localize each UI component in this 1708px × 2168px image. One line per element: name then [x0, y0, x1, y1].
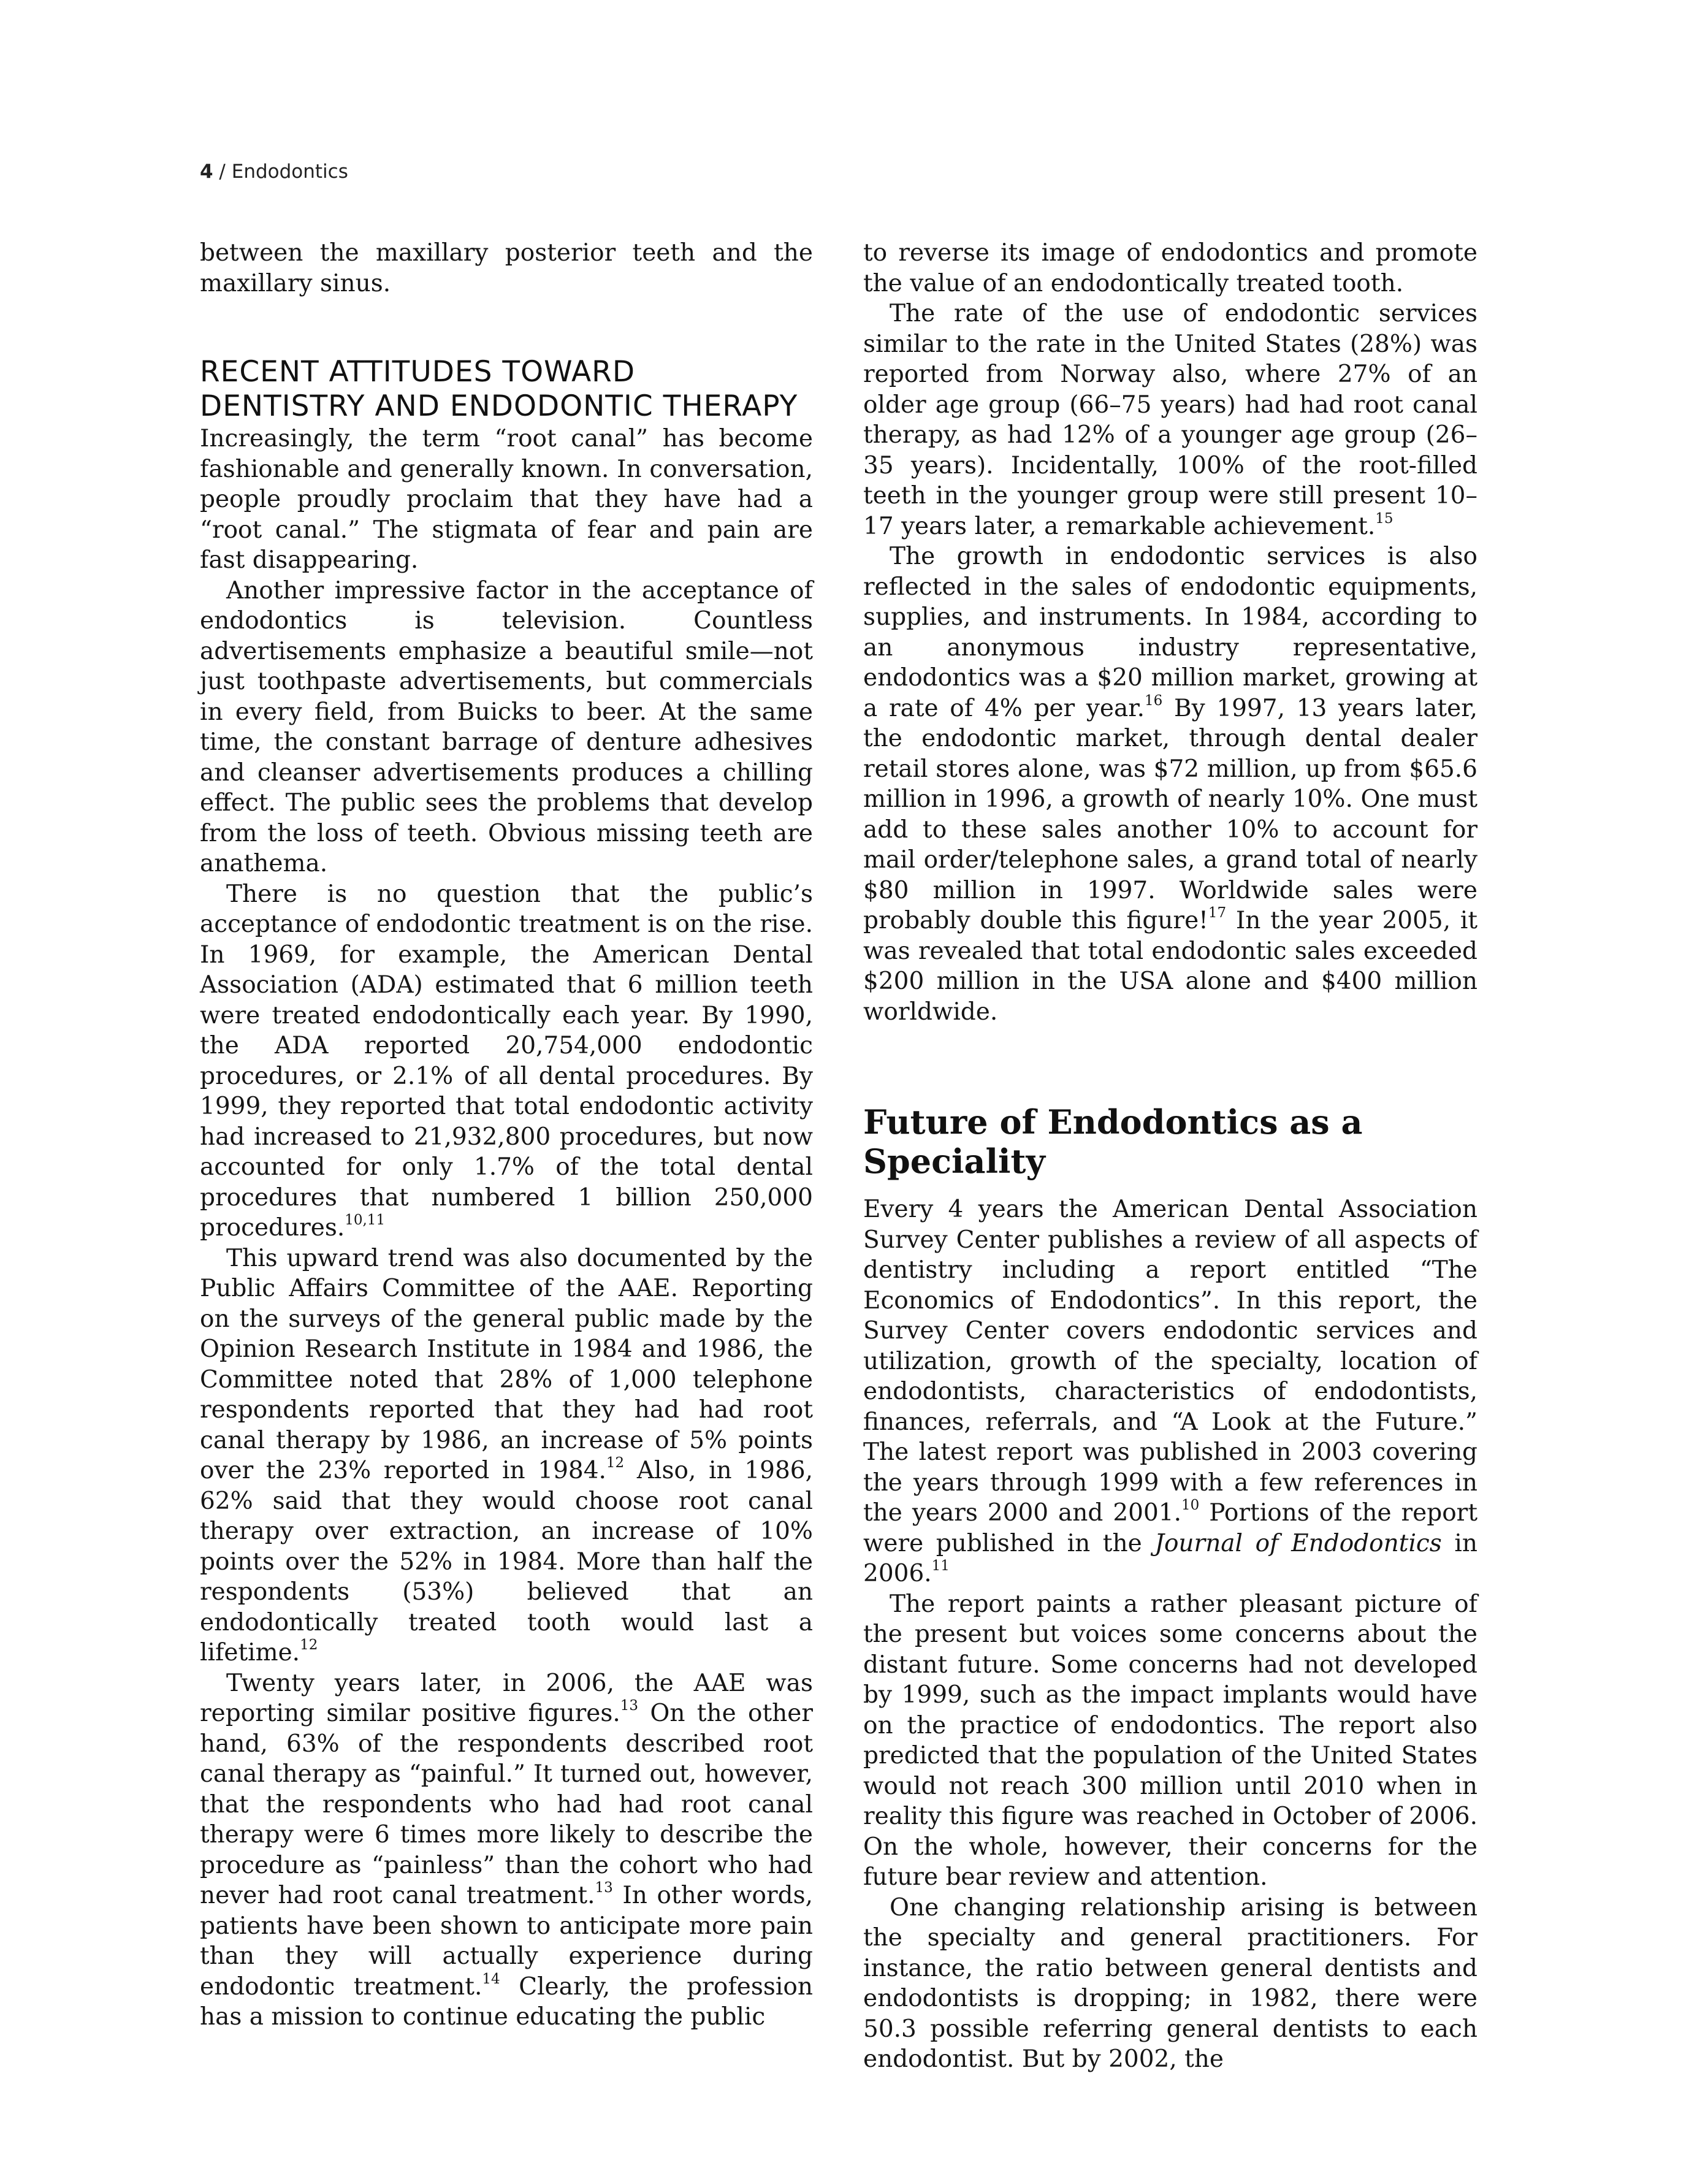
right-column — [863, 238, 1477, 2075]
header-separator: / — [213, 161, 232, 183]
paragraph-text: In the year 2005, it was revealed that total endodontic sales exceeded $200 million in the USA alone and $400 million worldwide. — [863, 907, 1477, 1026]
journal-title: Journal of Endodontics — [1154, 1529, 1442, 1557]
paragraph-text: In other words, patients have been shown to anticipate more pain than they will actually experience during endodontic treatment. — [200, 1882, 814, 2001]
section-heading-future-of-endodontics: Future of Endodontics as a Speciality — [863, 1102, 1363, 1181]
paragraph — [200, 1243, 813, 1668]
running-header — [200, 161, 348, 183]
paragraph: One changing relationship arising is between the specialty and general practitioners. For instance, the ratio between general dentists and endodontists is dropping; in 1982, there were 50.3 possible referring general dentists to each endodontist. But by 2002, the — [863, 1893, 1477, 2073]
paragraph-text: There is no question that the public’s acceptance of endodontic treatment is on the rise. In 1969, for example, the American Dental Association (ADA) estimated that 6 million teeth were treated endodontically each year. By 1990, the ADA reported 20,754,000 endodontic procedures, or 2.1% of all dental procedures. By 1999, they reported that total endodontic activity had increased to 21,932,800 procedures, but now accounted for only 1.7% of the total dental procedures that numbered 1 billion 250,000 procedures. — [200, 880, 813, 1242]
paragraph-text: On the other hand, 63% of the respondents described root canal therapy as “painful.” It turned out, however, that the respondents who had had root canal therapy were 6 times more likely to describe the procedure as “painless” than the cohort who had never had root canal treatment. — [200, 1700, 813, 1909]
paragraph-text: The rate of the use of endodontic services similar to the rate in the United States (28%) was reported from Norway also, where 27% of an older age group (66–75 years) had had root canal therapy, as had 12% of a younger age group (26–35 years). Incidentally, 100% of the root-filled teeth in the younger group were still present 10–17 years later, a remarkable achievement. — [863, 300, 1477, 540]
paragraph — [863, 1194, 1477, 1589]
header-section-title: Endodontics — [231, 161, 348, 183]
paragraph-text: Portions of the report were published in the — [863, 1499, 1477, 1557]
reference-superscript: 13 — [620, 1698, 639, 1714]
reference-superscript: 12 — [300, 1637, 318, 1653]
paragraph-continued: to reverse its image of endodontics and promote the value of an endodontically treated tooth. — [863, 239, 1477, 297]
reference-superscript: 10 — [1181, 1497, 1200, 1513]
reference-superscript: 16 — [1144, 692, 1163, 709]
paragraph-text: Clearly, the profession has a mission to continue educating the public — [200, 1972, 813, 2031]
paragraph-text: By 1997, 13 years later, the endodontic market, through dental dealer retail stores alone, was $72 million, up from $65.6 million in 1996, a growth of nearly 10%. One must add to these sales another 10% to account for mail order/telephone sales, a grand total of nearly $80 million in 1997. Worldwide sales were probably double this figure! — [863, 694, 1477, 934]
paragraph-text: The growth in endodontic services is also reflected in the sales of endodontic equipments, supplies, and instruments. In 1984, according to an anonymous industry representative, endodontics was a $20 million market, growing at a rate of 4% per year. — [863, 543, 1477, 722]
reference-superscript: 11 — [931, 1558, 950, 1574]
paragraph — [863, 541, 1477, 1027]
paragraph — [863, 299, 1477, 541]
paragraph — [200, 879, 813, 1243]
reference-superscript: 14 — [482, 1971, 500, 1987]
left-column — [200, 238, 813, 2033]
paragraph-text: Also, in 1986, 62% said that they would choose root canal therapy over extraction, an increase of 10% points over the 52% in 1984. More than half the respondents (53%) believed that an endodontically treated tooth would last a lifetime. — [200, 1457, 813, 1666]
paragraph-text: Twenty years later, in 2006, the AAE was reporting similar positive figures. — [200, 1669, 813, 1727]
paragraph-continued: between the maxillary posterior teeth and the maxillary sinus. — [200, 239, 813, 297]
paragraph: Increasingly, the term “root canal” has become fashionable and generally known. In conversation, people proudly proclaim that they have had a “root canal.” The stigmata of fear and pain are fast disappearing. — [200, 425, 813, 574]
paragraph-text: in 2006. — [863, 1529, 1478, 1587]
reference-superscript: 13 — [595, 1880, 613, 1896]
paragraph-text: This upward trend was also documented by the Public Affairs Committee of the AAE. Reporting on the surveys of the general public made by the Opinion Research Institute in 1984 and 1986, the Committee noted that 28% of 1,000 telephone respondents reported that they had had root canal therapy by 1986, an increase of 5% points over the 23% reported in 1984. — [200, 1244, 813, 1484]
reference-superscript: 15 — [1375, 510, 1393, 527]
paragraph: The report paints a rather pleasant picture of the present but voices some concerns about the distant future. Some concerns had not developed by 1999, such as the impact implants would have on the practice of endodontics. The report also predicted that the population of the United States would not reach 300 million until 2010 when in reality this figure was reached in October of 2006. On the whole, however, their concerns for the future bear review and attention. — [863, 1590, 1477, 1891]
section-heading-recent-attitudes — [200, 355, 813, 424]
reference-superscript: 17 — [1208, 905, 1227, 921]
page-number: 4 — [200, 161, 213, 183]
paragraph-text: Every 4 years the American Dental Association Survey Center publishes a review of all aspects of dentistry including a report entitled “The Economics of Endodontics”. In this report, the Survey Center covers endodontic services and utilization, growth of the specialty, location of endodontists, characteristics of endodontists, finances, referrals, and “A Look at the Future.” The latest report was published in 2003 covering the years through 1999 with a few references in the years 2000 and 2001. — [863, 1196, 1477, 1527]
paragraph — [200, 1668, 813, 2033]
paragraph: Another impressive factor in the acceptance of endodontics is television. Countless advertisements emphasize a beautiful smile—not just toothpaste advertisements, but commercials in every field, from Buicks to beer. At the same time, the constant barrage of denture adhesives and cleanser advertisements produces a chilling effect. The public sees the problems that develop from the loss of teeth. Obvious missing teeth are anathema. — [200, 576, 813, 877]
heading-line-1: RECENT ATTITUDES TOWARD — [200, 355, 636, 389]
heading-line-2: DENTISTRY AND ENDODONTIC THERAPY — [200, 389, 798, 423]
reference-superscript: 12 — [606, 1455, 625, 1471]
reference-superscript: 10,11 — [345, 1212, 386, 1228]
